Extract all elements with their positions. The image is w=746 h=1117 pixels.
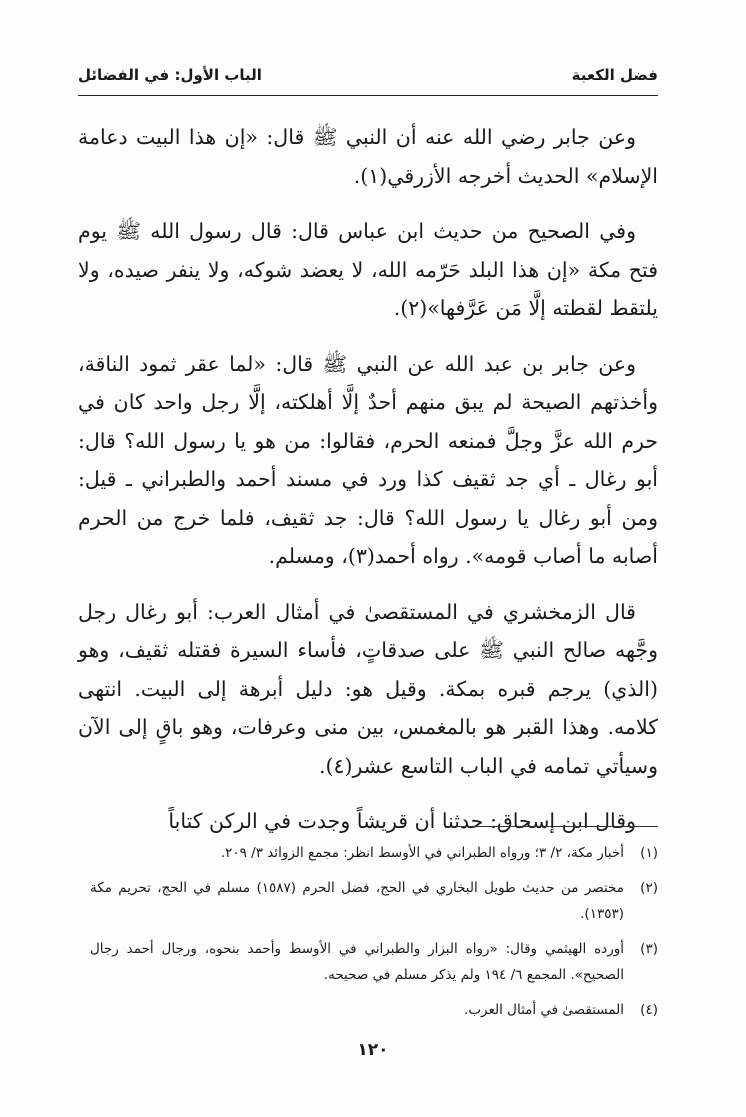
footnote-number: (٣) [640, 941, 658, 957]
footnote-item [90, 840, 658, 866]
footnote-text: المستقصىٰ في أمثال العرب. [464, 1002, 624, 1018]
footnote-item [90, 875, 658, 927]
paragraph: وقال ابن إسحاق: حدثنا أن قريشاً وجدت في الركن كتاباً [168, 809, 636, 833]
footnote-item [90, 936, 658, 988]
footnote-item [90, 997, 658, 1023]
footnote-number: (١) [640, 845, 658, 861]
header-rule [78, 95, 658, 96]
running-header [78, 58, 658, 92]
book-title: فضل الكعبة [571, 66, 658, 84]
paragraph: قال الزمخشري في المستقصىٰ في أمثال العرب: أبو رغال رجل وجَّهه صالح النبي ﷺ على صدقاتٍ، فأساء السيرة فقتله ثقيف، وهو (الذي) يرجم قبره بمكة. وقيل هو: دليل أبرهة إلى البيت. انتهى كلامه. وهذا القبر هو بالمغمس، بين منى وعرفات، وهو باقٍ إلى الآن وسيأتي تمامه في الباب التاسع عشر(٤). [78, 599, 658, 778]
footnote-number: (٤) [640, 1002, 658, 1018]
footnote-text: أورده الهيثمي وقال: «رواه البزار والطبراني في الأوسط وأحمد بنحوه، ورجال أحمد رجال الصحيح». المجمع ٦/ ١٩٤ ولم يذكر مسلم في صحيحه. [90, 941, 624, 983]
paragraph: وعن جابر بن عبد الله عن النبي ﷺ قال: «لما عقر ثمود الناقة، وأخذتهم الصيحة لم يبق منهم أحدٌ إلَّا أهلكته، إلَّا رجل واحد كان في حرم الله عزَّ وجلَّ فمنعه الحرم، فقالوا: من هو يا رسول الله؟ قال: أبو رغال ـ أي جد ثقيف كذا ورد في مسند أحمد والطبراني ـ قيل: ومن أبو رغال يا رسول الله؟ قال: جد ثقيف، فلما خرج من الحرم أصابه ما أصاب قومه». رواه أحمد(٣)، ومسلم. [78, 351, 658, 568]
footnote-separator [448, 826, 658, 827]
chapter-title: الباب الأول: في الفضائل [78, 66, 262, 84]
footnote-number: (٢) [640, 880, 658, 896]
page-number: ١٢٠ [357, 1040, 389, 1060]
main-text [78, 118, 658, 858]
footnote-text: مختصر من حديث طويل البخاري في الحج، فضل الحرم (١٥٨٧) مسلم في الحج، تحريم مكة (١٣٥٣). [90, 880, 624, 922]
footnote-text: أخبار مكة، ٢/ ٣؛ ورواه الطبراني في الأوسط انظر: مجمع الزوائد ٣/ ٢٠٩. [220, 845, 624, 861]
footnotes [90, 840, 658, 1032]
paragraph: وفي الصحيح من حديث ابن عباس قال: قال رسول الله ﷺ يوم فتح مكة «إن هذا البلد حَرّمه الله، لا يعضد شوكه، ولا ينفر صيده، ولا يلتقط لقطته إلَّا مَن عَرَّفها»(٢). [78, 219, 658, 320]
paragraph: وعن جابر رضي الله عنه أن النبي ﷺ قال: «إن هذا البيت دعامة الإسلام» الحديث أخرجه الأزرقي(١). [78, 125, 658, 188]
